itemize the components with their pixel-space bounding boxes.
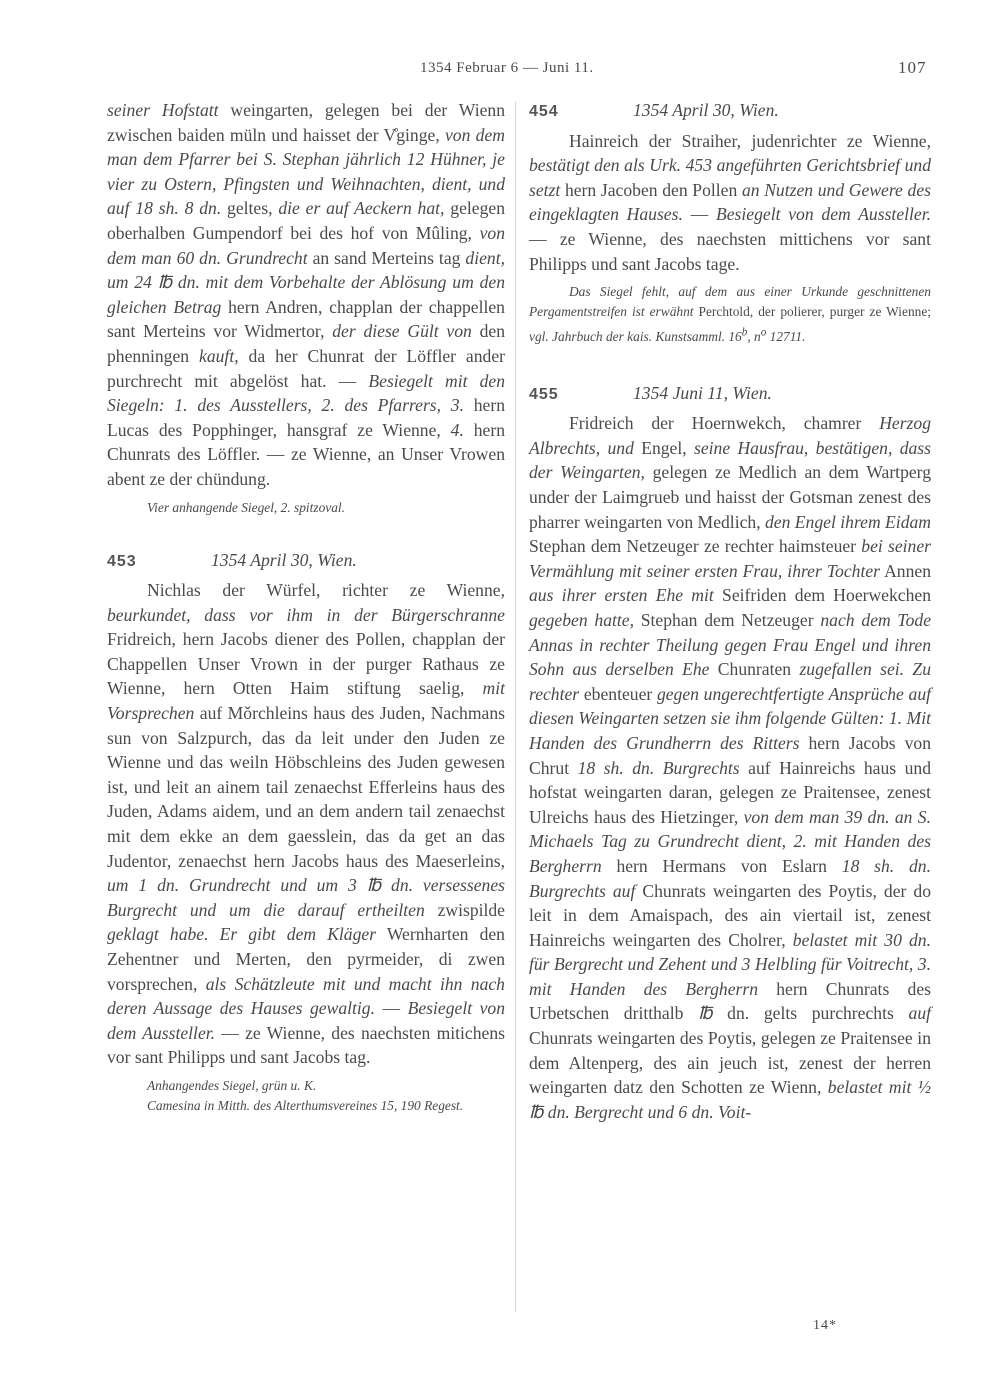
entry-453-seal-note: Anhangendes Siegel, grün u. K. bbox=[147, 1077, 317, 1093]
entry-452-continuation: seiner Hofstatt weingarten, gelegen bei der Wienn zwischen baiden müln und haisset der V̊ginge, von dem man dem Pfarrer bei S. Stephan jährlich 12 Hühner, je vier zu Ostern, Pfingsten und Weihnachten, dient, und auf 18 sh. 8 dn. geltes, die er auf Aeckern hat, gelegen oberhalben Gumpendorf bei des hof von Mûling, von dem man 60 dn. Grundrecht an sand Merteins tag dient, um 24 ℔ dn. mit dem Vorbehalte der Ablösung um den gleichen Betrag hern Andren, chapplan der chappellen sant Merteins vor Widmertor, der diese Gült von den phenningen kauft, da her Chunrat der Löffler ander purchrecht mit abgelöst hat. — Besiegelt mit den Siegeln: 1. des Ausstellers, 2. des Pfarrers, 3. hern Lucas des Popphinger, hansgraf ze Wienne, 4. hern Chunrats des Löffler. — ze Wienne, an Unser Vrowen abent ze der chündung. bbox=[107, 100, 506, 489]
entry-454-seal-note: Das Siegel fehlt, auf dem aus einer Urkunde geschnittenen Pergamentstreifen ist erwähnt Perchtold, der polierer, purger ze Wienne; vgl. Jahrbuch der kais. Kunstsamml. 16$^b$, $n^o$ 12711. bbox=[529, 284, 931, 344]
entry-453-number: 453 bbox=[107, 552, 137, 570]
entry-454-heading bbox=[529, 98, 931, 125]
entry-455-date: 1354 Juni 11, Wien. bbox=[633, 382, 772, 403]
right-column bbox=[529, 98, 931, 1124]
entry-452-seal-note: Vier anhangende Siegel, 2. spitzoval. bbox=[147, 499, 345, 515]
entry-455-number: 455 bbox=[529, 385, 559, 403]
page-number: 107 bbox=[898, 58, 927, 77]
entry-454-number: 454 bbox=[529, 103, 559, 120]
entry-455-heading bbox=[529, 381, 931, 408]
signature-mark: 14* bbox=[813, 1318, 837, 1333]
entry-453-date: 1354 April 30, Wien. bbox=[211, 549, 357, 570]
entry-spacer bbox=[529, 347, 931, 381]
entry-454-date: 1354 April 30, Wien. bbox=[633, 100, 779, 120]
entry-455-body: Fridreich der Hoernwekch, chamrer Herzog Albrechts, und Engel, seine Hausfrau, bestätigen, dass der Weingarten, gelegen ze Medlich an dem Wartperg under der Laimgrueb und haisst der Gotsman zenest des pharrer weingarten von Medlich, den Engel ihrem Eidam Stephan dem Netzeuger ze rechter haimsteuer bei seiner Vermählung mit seiner ersten Frau, ihrer Tochter Annen aus ihrer ersten Ehe mit Seifriden dem Hoerwekchen gegeben hatte, Stephan dem Netzeuger nach dem Tode Annas in rechter Theilung gegen Frau Engel und ihren Sohn aus derselben Ehe Chunraten zugefallen sei. Zu rechter ebenteuer gegen ungerechtfertigte Ansprüche auf diesen Weingarten setzen sie ihm folgende Gülten: 1. Mit Handen des Grundherrn des Ritters hern Jacobs von Chrut 18 sh. dn. Burgrechts auf Hainreichs haus und hofstat weingarten daran, gelegen ze Praitensee, zenest Ulreichs haus des Hietzinger, von dem man 39 dn. an S. Michaels Tag zu Grundrecht dient, 2. mit Handen des Bergherrn hern Hermans von Eslarn 18 sh. dn. Burgrechts auf Chunrats weingarten des Poytis, der do leit in dem Amaispach, des ain viertail ist, zenest Hainreichs weingarten des Cholrer, belastet mit 30 dn. für Bergrecht und Zehent und 3 Helbling für Voitrecht, 3. mit Handen des Bergherrn hern Chunrats des Urbetschen dritthalb ℔ dn. gelts purchrechts auf Chunrats weingarten des Poytis, gelegen ze Praitensee in dem Altenperg, des ain jeuch ist, zenest der herren weingarten datz den Schotten ze Wienn, belastet mit ½ ℔ dn. Bergrecht und 6 dn. Voit- bbox=[529, 413, 932, 1122]
column-divider bbox=[515, 102, 516, 1312]
running-title: 1354 Februar 6 — Juni 11. bbox=[420, 60, 594, 76]
entry-spacer bbox=[107, 518, 505, 548]
left-column bbox=[107, 98, 505, 1116]
entry-453-reference-note: Camesina in Mitth. des Alterthumsvereines 15, 190 Regest. bbox=[147, 1097, 464, 1113]
entry-454-body: Hainreich der Straiher, judenrichter ze Wienne, bestätigt den als Urk. 453 angeführten Gerichtsbrief und setzt hern Jacoben den Pollen an Nutzen und Gewere des eingeklagten Hauses. — Besiegelt von dem Aussteller. — ze Wienne, des naechsten mittichens vor sant Philipps und sant Jacobs tage. bbox=[529, 130, 932, 274]
page-header bbox=[0, 60, 1000, 84]
entry-453-heading bbox=[107, 548, 505, 575]
entry-453-body: Nichlas der Würfel, richter ze Wienne, beurkundet, dass vor ihm in der Bürgerschranne Fridreich, hern Jacobs diener des Pollen, chapplan der Chappellen Unser Vrown in der purger Rathaus ze Wienne, hern Otten Haim stiftung saelig, mit Vorsprechen auf Mǒrchleins haus des Juden, Nachmans sun von Salzpurch, das da leit under den Juden ze Wienne und das weiln Höbschleins des Juden gewesen ist, und leit an ainem tail zenaechst Efferleins haus des Juden, Adams aidem, und an dem andern tail zenaechst mit dem ekke an dem gaesslein, das da get an das Judentor, zenaechst hern Jacobs haus des Maeserleins, um 1 dn. Grundrecht und um 3 ℔ dn. versessenes Burgrecht und um die darauf ertheilten zwispilde geklagt habe. Er gibt dem Kläger Wernharten den Zehentner und Merten, den pyrmeider, di zwen vorsprechen, als Schätzleute mit und macht ihn nach deren Aussage des Hauses gewaltig. — Besiegelt von dem Aussteller. — ze Wienne, des naechsten mitichens vor sant Philipps und sant Jacobs tag. bbox=[107, 580, 505, 1068]
